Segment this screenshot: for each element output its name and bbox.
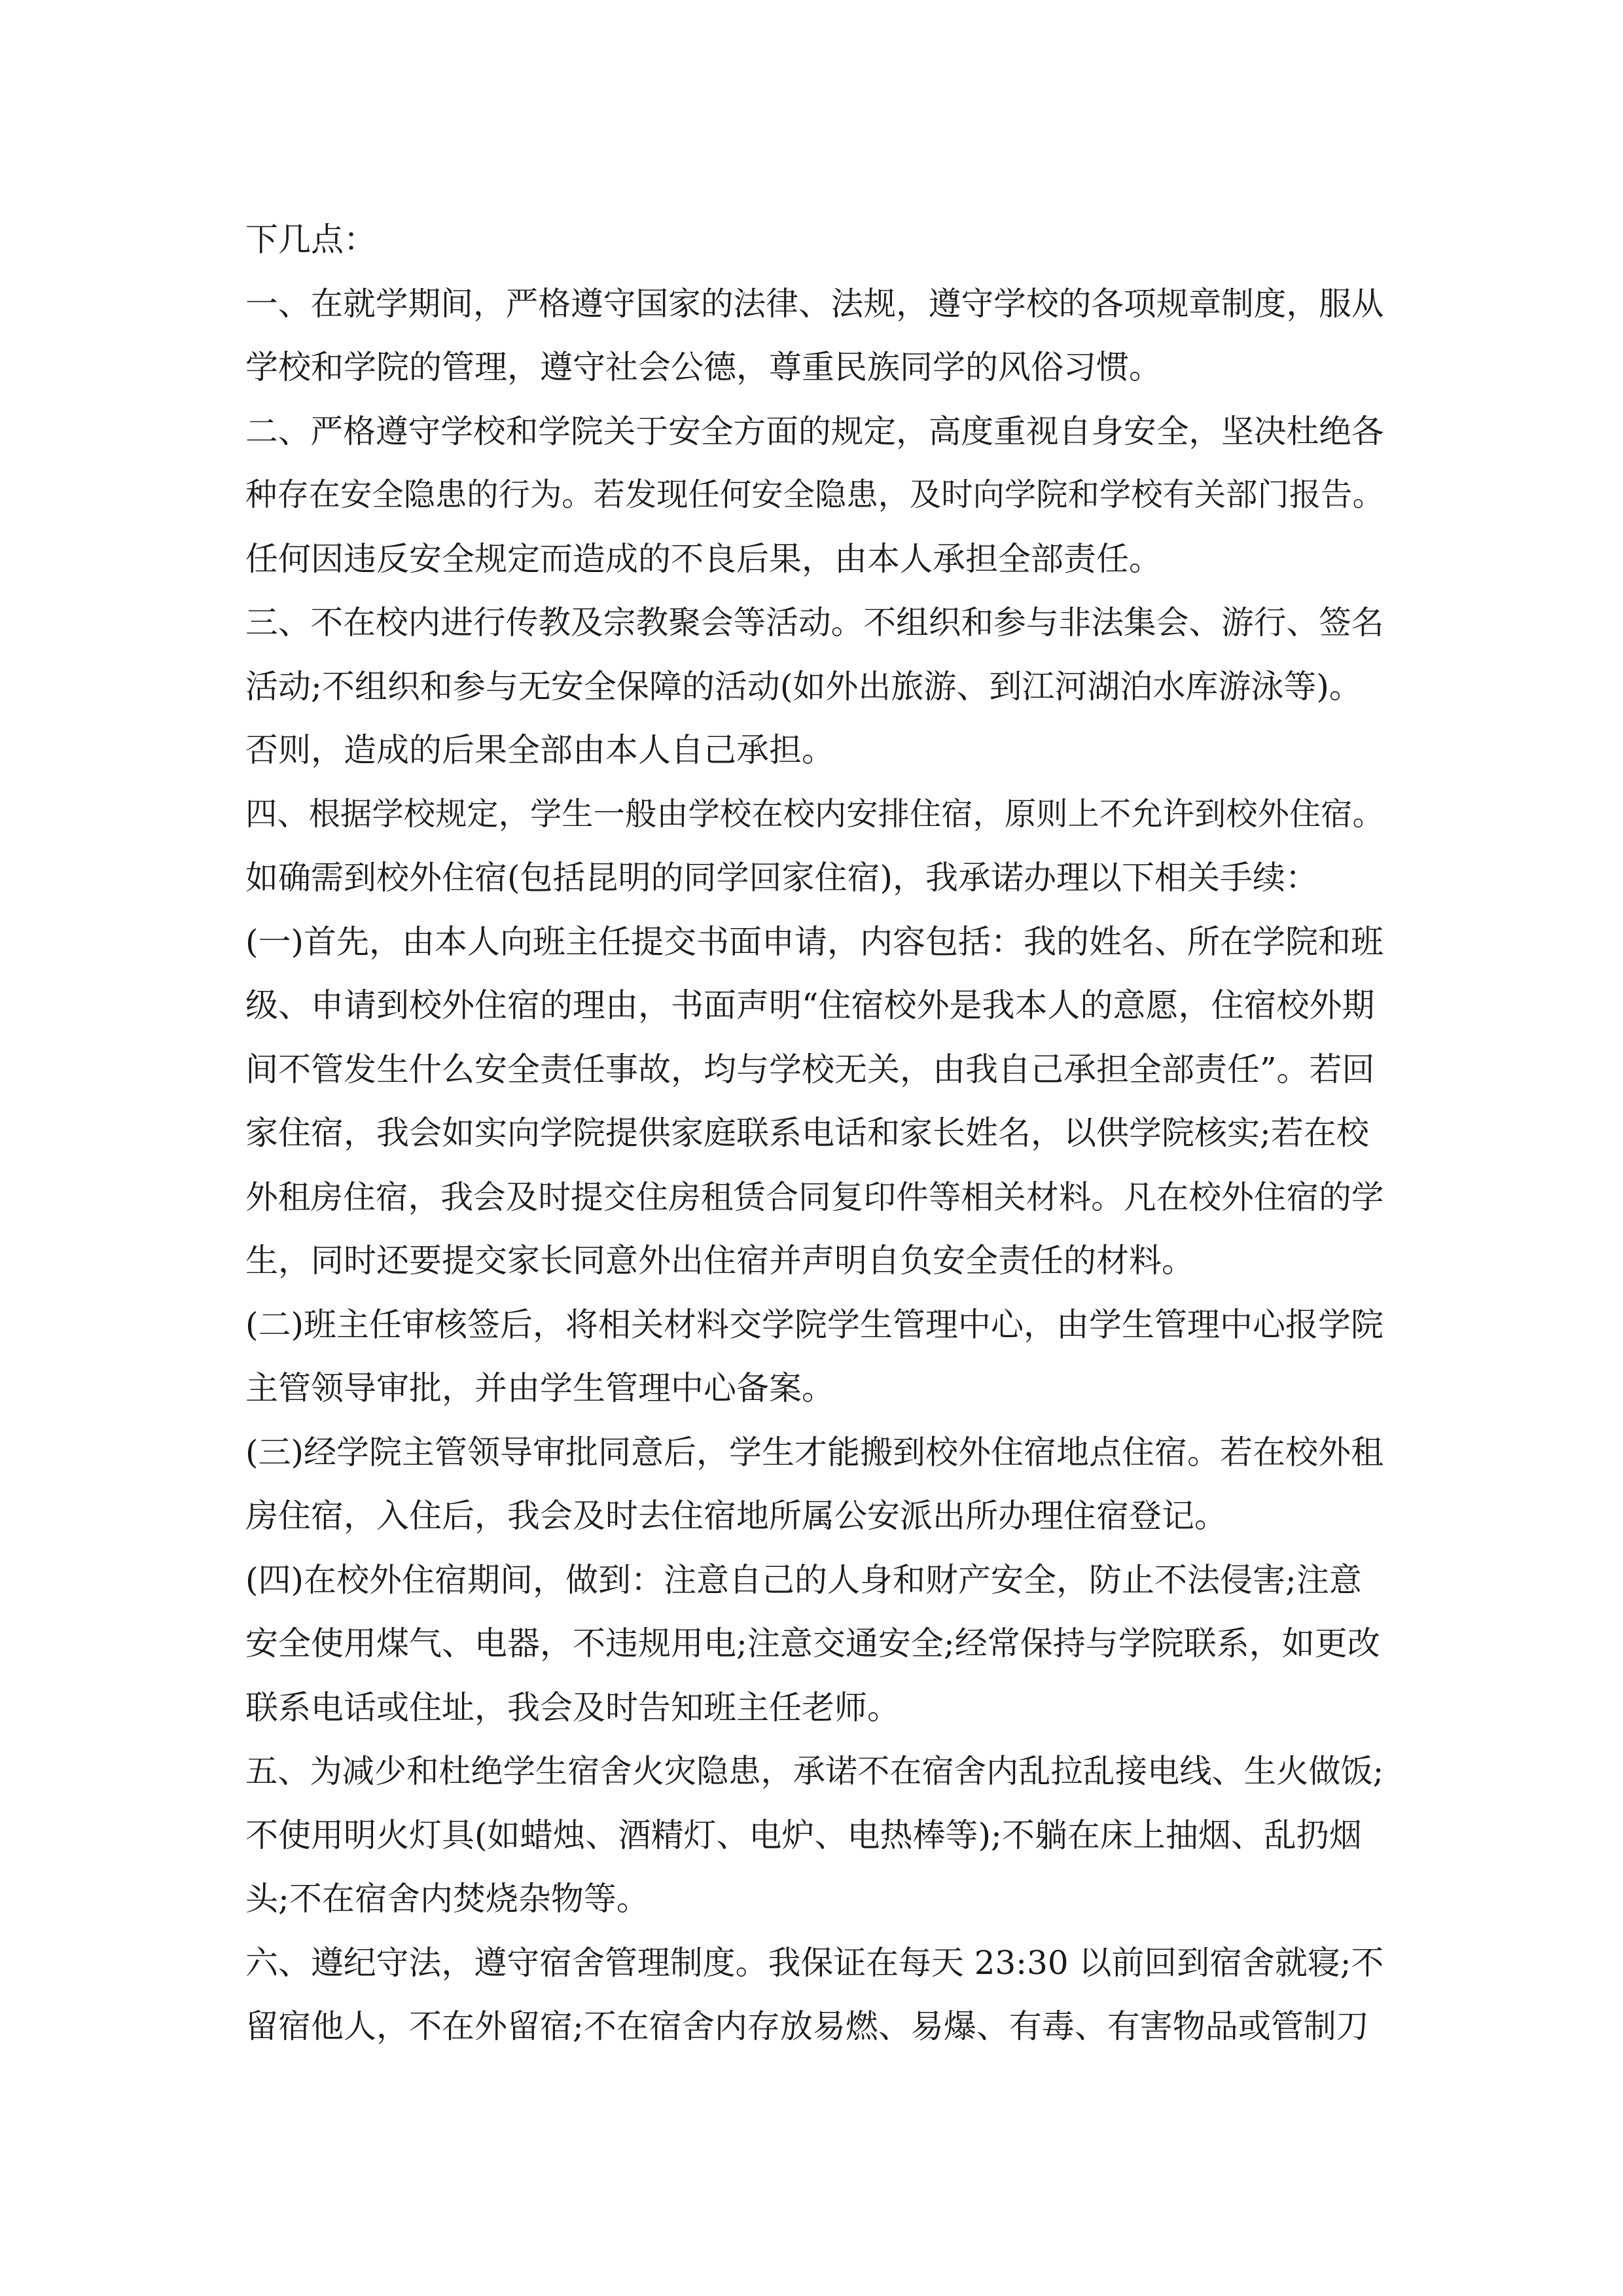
- text-line: 六、遵纪守法，遵守宿舍管理制度。我保证在每天 23:30 以前回到宿舍就寝;不: [245, 1943, 1384, 1982]
- text-line: 一、在就学期间，严格遵守国家的法律、法规，遵守学校的各项规章制度，服从: [245, 284, 1384, 323]
- text-line: 安全使用煤气、电器，不违规用电;注意交通安全;经常保持与学院联系，如更改: [245, 1624, 1380, 1662]
- text-line: 主管领导审批，并由学生管理中心备案。: [245, 1369, 834, 1407]
- text-line: 生，同时还要提交家长同意外出住宿并声明自负安全责任的材料。: [245, 1242, 1194, 1280]
- document-body: [245, 208, 1384, 2059]
- text-line: 二、严格遵守学校和学院关于安全方面的规定，高度重视自身安全，坚决杜绝各: [245, 412, 1384, 450]
- text-line: (三)经学院主管领导审批同意后，学生才能搬到校外住宿地点住宿。若在校外租: [245, 1433, 1384, 1471]
- text-line: 否则，造成的后果全部由本人自己承担。: [245, 731, 834, 769]
- text-line: 三、不在校内进行传教及宗教聚会等活动。不组织和参与非法集会、游行、签名: [245, 603, 1384, 641]
- text-line: 间不管发生什么安全责任事故，均与学校无关，由我自己承担全部责任”。若回: [245, 1050, 1375, 1088]
- text-line: 五、为减少和杜绝学生宿舍火灾隐患，承诺不在宿舍内乱拉乱接电线、生火做饭;: [245, 1752, 1384, 1790]
- text-line: 不使用明火灯具(如蜡烛、酒精灯、电炉、电热棒等);不躺在床上抽烟、乱扔烟: [245, 1816, 1362, 1854]
- text-line: 如确需到校外住宿(包括昆明的同学回家住宿)，我承诺办理以下相关手续：: [245, 859, 1319, 897]
- text-line: 留宿他人，不在外留宿;不在宿舍内存放易燃、易爆、有毒、有害物品或管制刀: [245, 2007, 1369, 2045]
- text-line: 房住宿，入住后，我会及时去住宿地所属公安派出所办理住宿登记。: [245, 1497, 1227, 1535]
- text-line: 学校和学院的管理，遵守社会公德，尊重民族同学的风俗习惯。: [245, 348, 1162, 386]
- text-line: 联系电话或住址，我会及时告知班主任老师。: [245, 1688, 900, 1727]
- text-line: (一)首先，由本人向班主任提交书面申请，内容包括：我的姓名、所在学院和班: [245, 922, 1384, 961]
- text-line: (二)班主任审核签后，将相关材料交学院学生管理中心，由学生管理中心报学院: [245, 1305, 1384, 1344]
- text-line: 下几点：: [245, 221, 376, 259]
- text-line: (四)在校外住宿期间，做到：注意自己的人身和财产安全，防止不法侵害;注意: [245, 1560, 1362, 1599]
- text-line: 活动;不组织和参与无安全保障的活动(如外出旅游、到江河湖泊水库游泳等)。: [245, 667, 1362, 706]
- text-line: 家住宿，我会如实向学院提供家庭联系电话和家长姓名，以供学院核实;若在校: [245, 1114, 1369, 1152]
- text-line: 外租房住宿，我会及时提交住房租赁合同复印件等相关材料。凡在校外住宿的学: [245, 1177, 1384, 1216]
- text-line: 四、根据学校规定，学生一般由学校在校内安排住宿，原则上不允许到校外住宿。: [245, 795, 1384, 833]
- text-line: 级、申请到校外住宿的理由，书面声明“住宿校外是我本人的意愿，住宿校外期: [245, 986, 1375, 1024]
- text-line: 头;不在宿舍内焚烧杂物等。: [245, 1880, 649, 1918]
- text-line: 任何因违反安全规定而造成的不良后果，由本人承担全部责任。: [245, 539, 1162, 578]
- text-line: 种存在安全隐患的行为。若发现任何安全隐患，及时向学院和学校有关部门报告。: [245, 476, 1384, 513]
